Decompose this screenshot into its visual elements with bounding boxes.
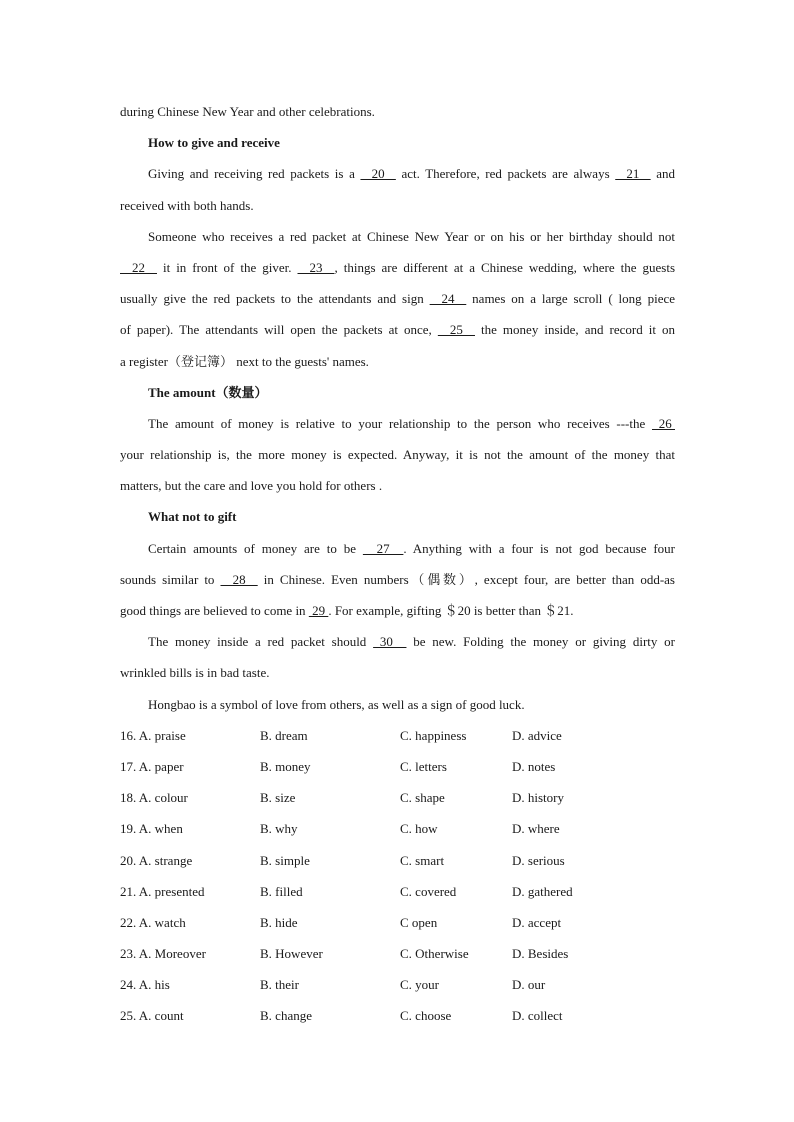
text-run: received with both hands. bbox=[120, 197, 254, 213]
option-a: 19. A. when bbox=[120, 821, 183, 837]
passage-line bbox=[120, 100, 675, 131]
option-d: D. collect bbox=[512, 1008, 563, 1024]
blank-number: 26 bbox=[652, 415, 675, 431]
option-a: 18. A. colour bbox=[120, 790, 188, 806]
text-run: names on a large scroll ( long piece bbox=[466, 291, 675, 307]
blank-number: 28 bbox=[220, 571, 258, 587]
text-run: . For example, gifting ＄20 is better than ＄21. bbox=[328, 603, 574, 618]
passage-line bbox=[120, 568, 675, 599]
blank-number: 29 bbox=[308, 603, 329, 618]
blank-number: 20 bbox=[360, 166, 396, 182]
text-run: and bbox=[650, 166, 675, 182]
option-d: D. advice bbox=[512, 727, 562, 743]
passage-line bbox=[120, 256, 675, 287]
option-d: D. notes bbox=[512, 758, 556, 774]
option-b: B. However bbox=[260, 946, 323, 962]
option-row bbox=[120, 786, 675, 817]
option-row bbox=[120, 755, 675, 786]
text-run: a register（登记簿） next to the guests' names. bbox=[120, 353, 369, 369]
text-run: What not to gift bbox=[148, 509, 237, 525]
option-c: C. Otherwise bbox=[400, 946, 469, 962]
option-a: 16. A. praise bbox=[120, 727, 186, 743]
passage-line bbox=[120, 693, 675, 724]
option-b: B. dream bbox=[260, 727, 308, 743]
passage-line bbox=[120, 350, 675, 381]
text-run: Hongbao is a symbol of love from others, as well as a sign of good luck. bbox=[148, 696, 525, 712]
blank-number: 30 bbox=[373, 634, 407, 650]
option-d: D. history bbox=[512, 790, 564, 806]
option-c: C. happiness bbox=[400, 727, 467, 743]
text-run: . Anything with a four is not god because four bbox=[403, 540, 676, 556]
text-run: How to give and receive bbox=[148, 135, 280, 151]
option-c: C. how bbox=[400, 821, 438, 837]
text-run: good things are believed to come in bbox=[120, 603, 309, 618]
option-b: B. size bbox=[260, 790, 296, 806]
text-run: sounds similar to bbox=[120, 571, 221, 587]
text-run: Giving and receiving red packets is a bbox=[148, 166, 361, 182]
option-c: C open bbox=[400, 914, 438, 930]
passage-line bbox=[120, 194, 675, 225]
passage-line bbox=[120, 537, 675, 568]
blank-number: 24 bbox=[429, 291, 467, 307]
option-c: C. choose bbox=[400, 1008, 452, 1024]
option-a: 21. A. presented bbox=[120, 883, 205, 899]
option-c: C. shape bbox=[400, 790, 445, 806]
passage-line bbox=[120, 318, 675, 349]
option-row bbox=[120, 817, 675, 848]
option-b: B. why bbox=[260, 821, 298, 837]
blank-number: 23 bbox=[297, 259, 335, 275]
option-c: C. smart bbox=[400, 852, 445, 868]
option-row bbox=[120, 942, 675, 973]
option-d: D. Besides bbox=[512, 946, 569, 962]
option-row bbox=[120, 1004, 675, 1035]
option-a: 20. A. strange bbox=[120, 852, 193, 868]
option-d: D. serious bbox=[512, 852, 565, 868]
option-b: B. simple bbox=[260, 852, 310, 868]
text-run: The money inside a red packet should bbox=[148, 634, 374, 650]
text-run: The amount of money is relative to your relationship to the person who receives ---the bbox=[148, 415, 652, 431]
section-heading bbox=[120, 505, 675, 536]
blank-number: 25 bbox=[437, 322, 475, 338]
blank-number: 27 bbox=[362, 540, 404, 556]
text-run: act. Therefore, red packets are always bbox=[395, 166, 616, 182]
passage-line bbox=[120, 474, 675, 505]
passage-line bbox=[120, 225, 675, 256]
option-row bbox=[120, 880, 675, 911]
option-c: C. covered bbox=[400, 883, 457, 899]
text-run: it in front of the giver. bbox=[156, 259, 298, 275]
option-b: B. change bbox=[260, 1008, 312, 1024]
passage-line bbox=[120, 661, 675, 692]
text-run: The amount（数量） bbox=[148, 384, 268, 400]
answer-options bbox=[120, 724, 675, 1036]
text-run: your relationship is, the more money is expected. Anyway, it is not the amount of the money that bbox=[120, 447, 675, 463]
option-row bbox=[120, 973, 675, 1004]
document-content bbox=[120, 100, 675, 1036]
text-run: of paper). The attendants will open the packets at once, bbox=[120, 322, 438, 338]
option-a: 24. A. his bbox=[120, 977, 170, 993]
option-a: 22. A. watch bbox=[120, 914, 186, 930]
passage-line bbox=[120, 630, 675, 661]
blank-number: 21 bbox=[615, 166, 651, 182]
option-b: B. hide bbox=[260, 914, 298, 930]
passage-line bbox=[120, 287, 675, 318]
option-row bbox=[120, 724, 675, 755]
option-c: C. letters bbox=[400, 758, 447, 774]
text-run: usually give the red packets to the attendants and sign bbox=[120, 291, 430, 307]
option-c: C. your bbox=[400, 977, 439, 993]
text-run: wrinkled bills is in bad taste. bbox=[120, 665, 270, 681]
text-run: be new. Folding the money or giving dirty or bbox=[406, 634, 675, 650]
text-run: the money inside, and record it on bbox=[474, 322, 675, 338]
text-run: matters, but the care and love you hold for others . bbox=[120, 478, 383, 494]
text-run: Someone who receives a red packet at Chinese New Year or on his or her birthday should not bbox=[148, 228, 675, 244]
passage-line bbox=[120, 412, 675, 443]
text-run: in Chinese. Even numbers（偶数）, except four, are better than odd-as bbox=[257, 571, 675, 587]
option-a: 23. A. Moreover bbox=[120, 946, 206, 962]
option-d: D. gathered bbox=[512, 883, 573, 899]
passage bbox=[120, 100, 675, 724]
text-run: , things are different at a Chinese wedding, where the guests bbox=[334, 259, 676, 275]
option-a: 17. A. paper bbox=[120, 758, 184, 774]
option-d: D. where bbox=[512, 821, 560, 837]
passage-line bbox=[120, 443, 675, 474]
option-d: D. accept bbox=[512, 914, 562, 930]
option-a: 25. A. count bbox=[120, 1008, 184, 1024]
option-b: B. filled bbox=[260, 883, 303, 899]
option-d: D. our bbox=[512, 977, 546, 993]
option-b: B. money bbox=[260, 758, 311, 774]
text-run: during Chinese New Year and other celebrations. bbox=[120, 104, 375, 119]
option-b: B. their bbox=[260, 977, 299, 993]
blank-number: 22 bbox=[120, 259, 157, 275]
section-heading bbox=[120, 381, 675, 412]
option-row bbox=[120, 849, 675, 880]
section-heading bbox=[120, 131, 675, 162]
passage-line bbox=[120, 599, 675, 630]
passage-line bbox=[120, 162, 675, 193]
text-run: Certain amounts of money are to be bbox=[148, 540, 363, 556]
option-row bbox=[120, 911, 675, 942]
